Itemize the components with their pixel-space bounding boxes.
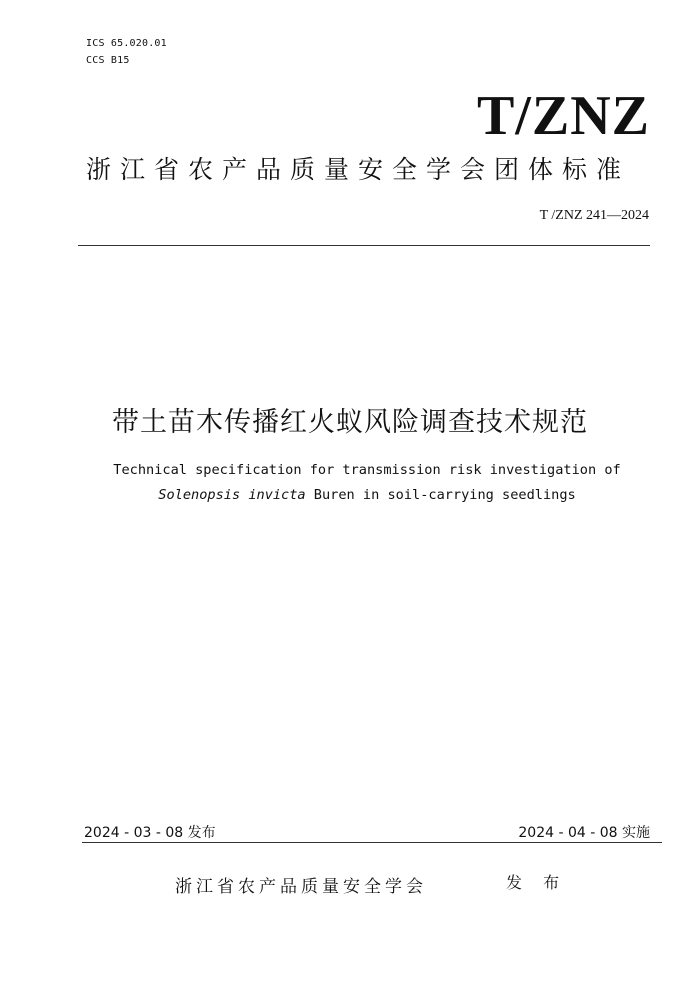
document-title-cn: 带土苗木传播红火蚁风险调查技术规范: [112, 407, 588, 438]
document-title-en-line1: Technical specification for transmission risk investigation of: [113, 462, 621, 478]
footer-divider: [82, 842, 662, 843]
organization-title: 浙江省农产品质量安全学会团体标准: [86, 155, 631, 184]
species-name: Solenopsis invicta: [158, 487, 306, 503]
issue-label: 发 布: [506, 873, 568, 892]
standard-code-logo: T/ZNZ: [476, 85, 650, 147]
ics-code: ICS 65.020.01: [86, 38, 167, 49]
standard-number: T /ZNZ 241—2024: [539, 208, 649, 223]
publish-date: 2024 - 03 - 08 发布: [84, 825, 216, 841]
header-divider: [78, 245, 650, 246]
title-en-line2-rest: Buren in soil-carrying seedlings: [305, 487, 576, 503]
document-title-en-line2: [0, 487, 700, 503]
issuer-name: 浙江省农产品质量安全学会: [175, 877, 427, 897]
ccs-code: CCS B15: [86, 55, 130, 66]
implement-date: 2024 - 04 - 08 实施: [518, 825, 650, 841]
